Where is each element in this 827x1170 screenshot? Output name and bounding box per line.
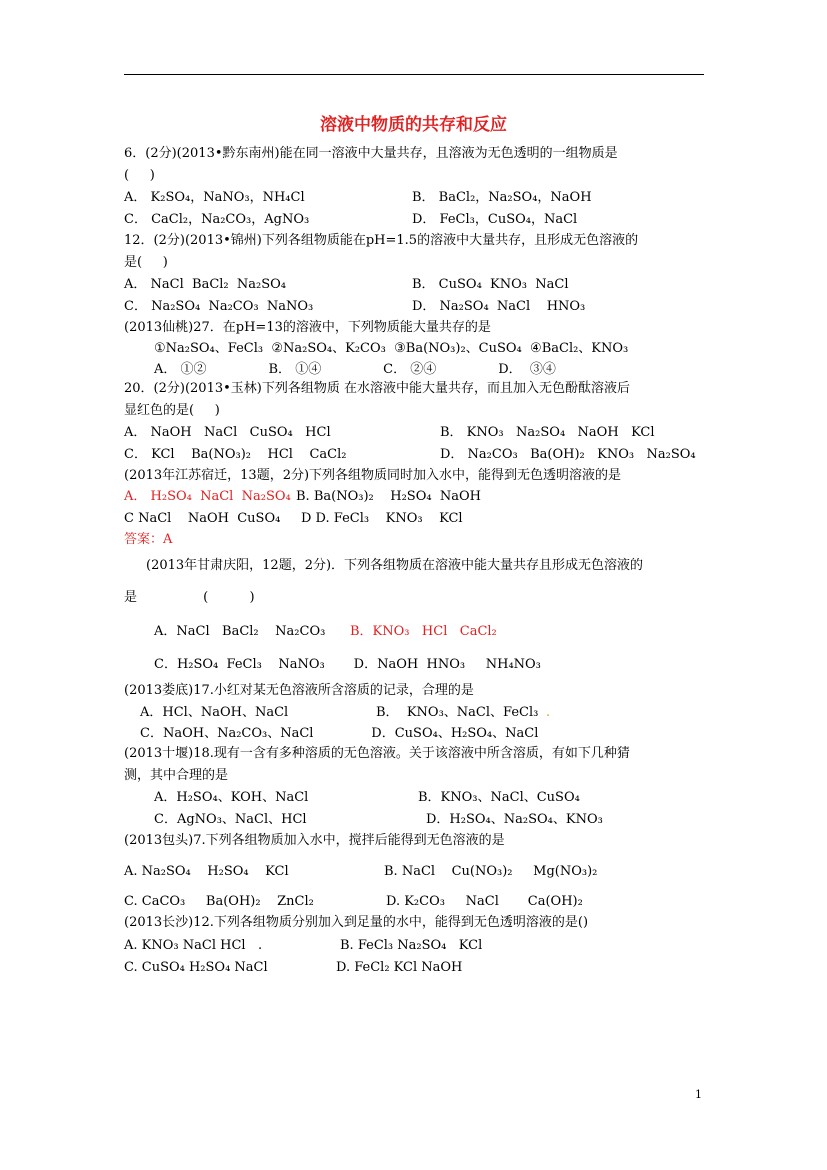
q12-option-b: B． CuSO₄ KNO₃ NaCl <box>412 277 569 292</box>
shiyan-option-b: B．KNO₃、NaCl、CuSO₄ <box>418 790 580 805</box>
q12-option-d: D． Na₂SO₄ NaCl HNO₃ <box>412 299 586 314</box>
q20-option-a: A． NaOH NaCl CuSO₄ HCl <box>124 425 331 440</box>
xiantao-options: A． ①② B． ①④ C． ②④ D． ③④ <box>154 362 556 377</box>
loudi-option-a: A．HCl、NaOH、NaCl <box>140 705 289 720</box>
qingyang-stem: (2013年甘肃庆阳，12题，2分)．下列各组物质在溶液中能大量共存且形成无色溶液的 <box>146 558 644 573</box>
suqian-answer: 答案：A <box>124 532 173 547</box>
q20-option-b: B． KNO₃ Na₂SO₄ NaOH KCl <box>440 425 655 440</box>
shiyan-option-d: D．H₂SO₄、Na₂SO₄、KNO₃ <box>426 812 603 827</box>
loudi-stem: (2013娄底)17.小红对某无色溶液所含溶质的记录，合理的是 <box>124 683 474 698</box>
q12-stem: 12．(2分)(2013•锦州)下列各组物质能在pH=1.5的溶液中大量共存，且形成无色溶液的 <box>124 233 639 248</box>
changsha-option-c: C. CuSO₄ H₂SO₄ NaCl <box>124 960 268 975</box>
changsha-option-b: B. FeCl₃ Na₂SO₄ KCl <box>340 938 483 953</box>
xiantao-stem: (2013仙桃)27．在pH=13的溶液中，下列物质能大量共存的是 <box>124 320 491 335</box>
baotou-option-b: B. NaCl Cu(NO₃)₂ Mg(NO₃)₂ <box>384 864 598 879</box>
loudi-option-cd: C．NaOH、Na₂CO₃、NaCl D．CuSO₄、H₂SO₄、NaCl <box>140 726 539 741</box>
page-title: 溶液中物质的共存和反应 <box>320 115 507 135</box>
suqian-option-a: A． H₂SO₄ NaCl Na₂SO₄ <box>124 489 291 504</box>
qingyang-option-cd: C．H₂SO₄ FeCl₃ NaNO₃ D．NaOH HNO₃ NH₄NO₃ <box>154 657 541 672</box>
q12-option-a: A． NaCl BaCl₂ Na₂SO₄ <box>124 277 287 292</box>
q12-option-c: C． Na₂SO₄ Na₂CO₃ NaNO₃ <box>124 299 314 314</box>
header-rule <box>124 74 704 75</box>
loudi-mark: . <box>546 705 551 720</box>
q6-paren: ( ) <box>124 168 155 183</box>
q6-option-a: A． K₂SO₄，NaNO₃，NH₄Cl <box>124 190 305 205</box>
q20-stem: 20．(2分)(2013•玉林)下列各组物质 在水溶液中能大量共存，而且加入无色酚酞溶液后 <box>124 381 630 396</box>
suqian-stem: (2013年江苏宿迁，13题，2分)下列各组物质同时加入水中，能得到无色透明溶液的是 <box>124 468 622 483</box>
suqian-option-cd: C NaCl NaOH CuSO₄ D D. FeCl₃ KNO₃ KCl <box>124 511 463 526</box>
q6-option-b: B． BaCl₂，Na₂SO₄，NaOH <box>412 190 592 205</box>
shiyan-option-c: C．AgNO₃、NaCl、HCl <box>154 812 307 827</box>
baotou-option-d: D. K₂CO₃ NaCl Ca(OH)₂ <box>386 894 583 909</box>
page-number: 1 <box>695 1088 702 1101</box>
changsha-stem: (2013长沙)12.下列各组物质分别加入到足量的水中，能得到无色透明溶液的是() <box>124 915 589 930</box>
qingyang-option-b: B．KNO₃ HCl CaCl₂ <box>350 624 497 639</box>
loudi-option-b: B． KNO₃、NaCl、FeCl₃ <box>376 705 539 720</box>
shiyan-stem: (2013十堰)18.现有一含有多种溶质的无色溶液。关于该溶液中所含溶质，有如下几种猜 <box>124 746 630 761</box>
q6-option-d: D． FeCl₃，CuSO₄，NaCl <box>412 212 578 227</box>
q12-paren: 是( ) <box>124 255 168 270</box>
changsha-option-a: A. KNO₃ NaCl HCl . <box>124 938 263 953</box>
shiyan-option-a: A．H₂SO₄、KOH、NaCl <box>154 790 309 805</box>
shiyan-stem-cont: 测，其中合理的是 <box>124 768 229 783</box>
q20-paren: 显红色的是( ) <box>124 403 220 418</box>
q6-option-c: C． CaCl₂，Na₂CO₃，AgNO₃ <box>124 212 310 227</box>
q20-option-c: C． KCl Ba(NO₃)₂ HCl CaCl₂ <box>124 447 347 462</box>
qingyang-paren: 是 ( ) <box>124 590 255 605</box>
q20-option-d: D． Na₂CO₃ Ba(OH)₂ KNO₃ Na₂SO₄ <box>440 447 696 462</box>
xiantao-items: ①Na₂SO₄、FeCl₃ ②Na₂SO₄、K₂CO₃ ③Ba(NO₃)₂、CuSO₄ ④BaCl₂、KNO₃ <box>154 341 629 356</box>
changsha-option-d: D. FeCl₂ KCl NaOH <box>336 960 463 975</box>
qingyang-option-a: A．NaCl BaCl₂ Na₂CO₃ <box>154 624 326 639</box>
suqian-option-b: B. Ba(NO₃)₂ H₂SO₄ NaOH <box>296 489 481 504</box>
baotou-stem: (2013包头)7.下列各组物质加入水中，搅拌后能得到无色溶液的是 <box>124 833 505 848</box>
baotou-option-c: C. CaCO₃ Ba(OH)₂ ZnCl₂ <box>124 894 314 909</box>
baotou-option-a: A. Na₂SO₄ H₂SO₄ KCl <box>124 864 289 879</box>
q6-stem: 6．(2分)(2013•黔东南州)能在同一溶液中大量共存，且溶液为无色透明的一组物质是 <box>124 146 618 161</box>
